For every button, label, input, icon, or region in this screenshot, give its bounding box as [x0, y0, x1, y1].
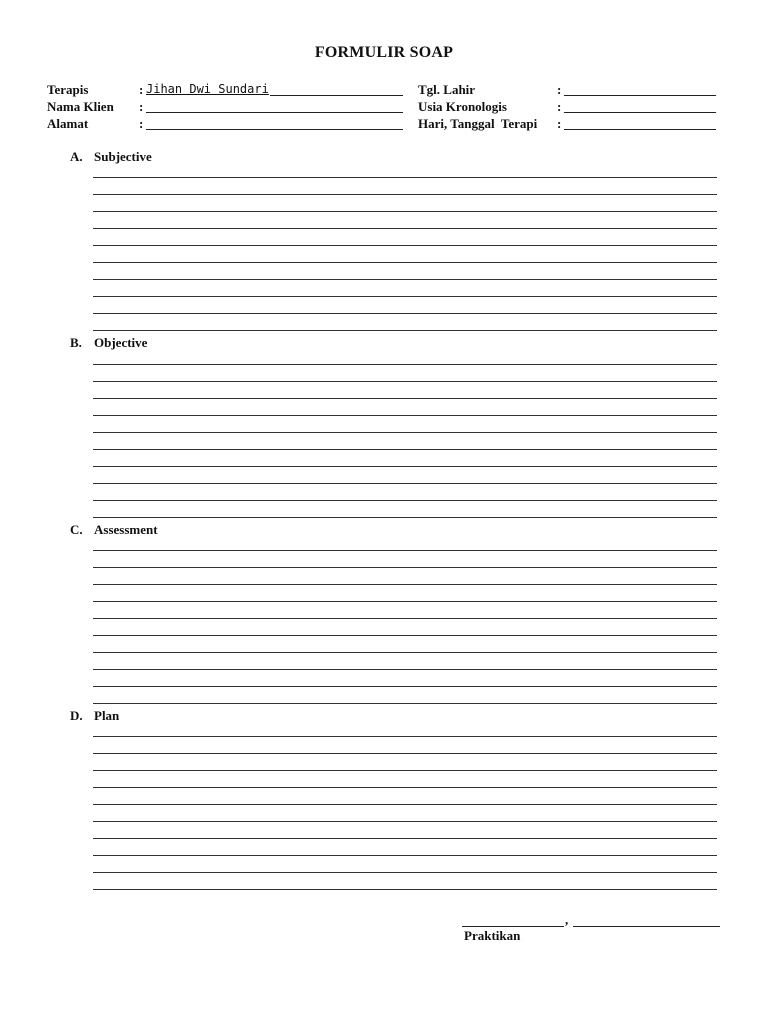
section-letter: C. — [70, 522, 83, 537]
alamat-input[interactable] — [146, 129, 403, 130]
nama-klien-field — [47, 99, 407, 116]
writing-line — [93, 669, 717, 670]
writing-line — [93, 686, 717, 687]
writing-line — [93, 703, 717, 704]
form-title: FORMULIR SOAP — [314, 44, 454, 61]
writing-line — [93, 838, 717, 839]
writing-line — [93, 279, 717, 280]
nama-klien-input[interactable] — [146, 112, 403, 113]
section-assessment-heading — [70, 522, 270, 539]
writing-line — [93, 449, 717, 450]
writing-line — [93, 787, 717, 788]
tgl-lahir-input[interactable] — [564, 95, 716, 96]
writing-line — [93, 466, 717, 467]
terapis-value[interactable]: Jihan Dwi Sundari — [146, 82, 269, 96]
writing-line — [93, 313, 717, 314]
terapis-field — [47, 82, 407, 99]
writing-line — [93, 889, 717, 890]
writing-line — [93, 483, 717, 484]
section-letter: D. — [70, 708, 83, 723]
writing-line — [93, 736, 717, 737]
writing-line — [93, 330, 717, 331]
writing-line — [93, 262, 717, 263]
writing-line — [93, 872, 717, 873]
terapis-label: Terapis — [47, 82, 89, 97]
signature-comma: , — [565, 912, 569, 927]
alamat-label: Alamat — [47, 116, 89, 131]
section-title: Plan — [94, 708, 120, 723]
section-title: Objective — [94, 335, 148, 350]
alamat-field — [47, 116, 407, 133]
writing-line — [93, 177, 717, 178]
praktikan-label: Praktikan — [464, 928, 521, 943]
writing-line — [93, 567, 717, 568]
writing-line — [93, 804, 717, 805]
hari-tanggal-terapi-field — [418, 116, 718, 133]
section-objective-heading — [70, 335, 270, 352]
usia-kronologis-label: Usia Kronologis — [418, 99, 507, 114]
date-input[interactable] — [573, 926, 720, 927]
section-letter: B. — [70, 335, 82, 350]
writing-line — [93, 194, 717, 195]
writing-line — [93, 855, 717, 856]
writing-line — [93, 381, 717, 382]
writing-line — [93, 753, 717, 754]
section-letter: A. — [70, 149, 83, 164]
writing-line — [93, 821, 717, 822]
usia-kronologis-field — [418, 99, 718, 116]
hari-tanggal-terapi-label: Hari, Tanggal Terapi — [418, 116, 538, 131]
writing-line — [93, 635, 717, 636]
writing-line — [93, 500, 717, 501]
section-title: Subjective — [94, 149, 152, 164]
writing-line — [93, 550, 717, 551]
writing-line — [93, 432, 717, 433]
terapis-colon: : — [139, 82, 144, 97]
tgl-lahir-colon: : — [557, 82, 562, 97]
section-subjective-heading — [70, 149, 270, 166]
writing-line — [93, 517, 717, 518]
writing-line — [93, 652, 717, 653]
usia-kronologis-colon: : — [557, 99, 562, 114]
section-plan-heading — [70, 708, 270, 725]
usia-kronologis-input[interactable] — [564, 112, 716, 113]
writing-line — [93, 398, 717, 399]
writing-line — [93, 364, 717, 365]
writing-line — [93, 211, 717, 212]
hari-tanggal-terapi-input[interactable] — [564, 129, 716, 130]
section-title: Assessment — [94, 522, 158, 537]
hari-tanggal-terapi-colon: : — [557, 116, 562, 131]
place-input[interactable] — [462, 926, 564, 927]
tgl-lahir-field — [418, 82, 718, 99]
alamat-colon: : — [139, 116, 144, 131]
nama-klien-label: Nama Klien — [47, 99, 114, 114]
writing-line — [93, 601, 717, 602]
writing-line — [93, 245, 717, 246]
writing-line — [93, 618, 717, 619]
writing-line — [93, 770, 717, 771]
writing-line — [93, 228, 717, 229]
tgl-lahir-label: Tgl. Lahir — [418, 82, 476, 97]
nama-klien-colon: : — [139, 99, 144, 114]
writing-line — [93, 296, 717, 297]
writing-line — [93, 415, 717, 416]
writing-line — [93, 584, 717, 585]
